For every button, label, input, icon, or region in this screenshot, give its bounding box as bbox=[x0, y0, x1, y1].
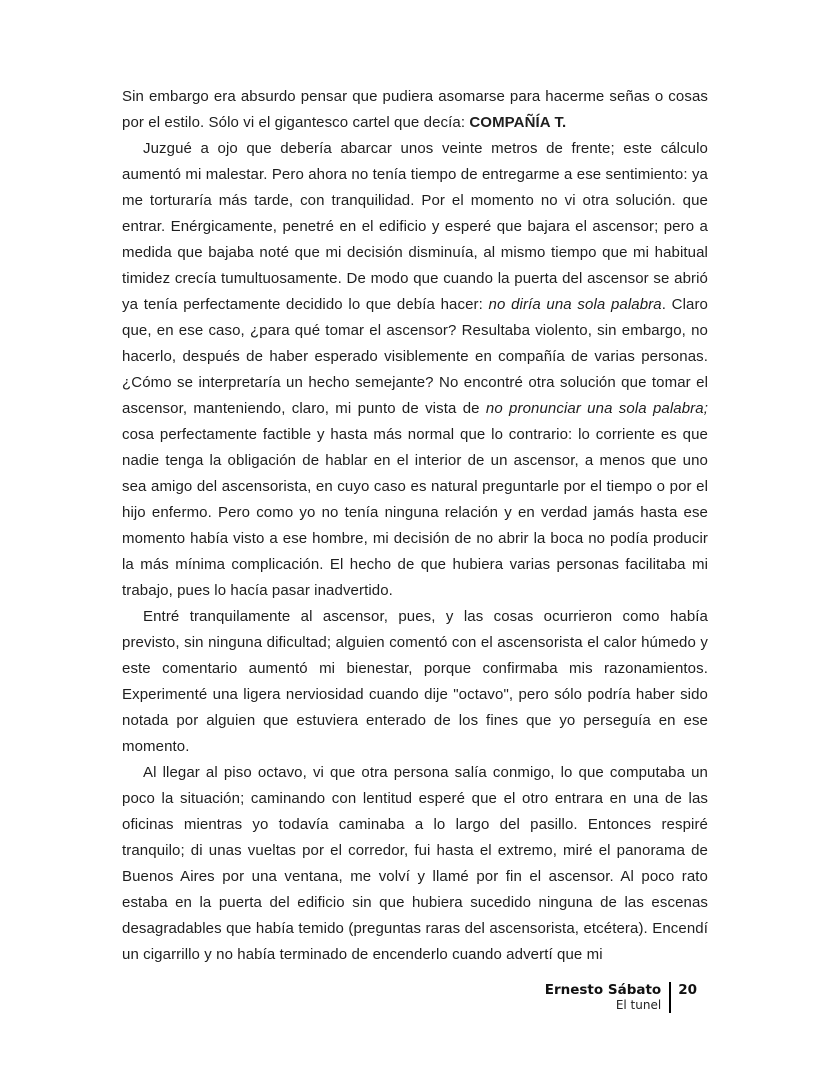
text-segment: Al llegar al piso octavo, vi que otra persona salía conmigo, lo que computaba un poco la situación; caminando con lentitud esperé que el otro entrara en una de las oficinas mientras yo todavía caminaba a lo largo del pasillo. Entonces respiré tranquilo; di unas vueltas por el corredor, fui hasta el extremo, miré el panorama de Buenos Aires por una ventana, me volví y llamé por fin el ascensor. Al poco rato estaba en la puerta del edificio sin que hubiera sucedido ninguna de las escenas desagradables que había temido (preguntas raras del ascensorista, etcétera). Encendí un cigarrillo y no había terminado de encenderlo cuando advertí que mi bbox=[122, 764, 708, 963]
bold-text-segment: COMPAÑÍA T. bbox=[469, 114, 567, 131]
text-segment: Juzgué a ojo que debería abarcar unos veinte metros de frente; este cálculo aumentó mi malestar. Pero ahora no tenía tiempo de entregarme a ese sentimiento: ya me torturaría más tarde, con tranquilidad. Por el momento no vi otra solución. que entrar. Enérgicamente, penetré en el edificio y esperé que bajara el ascensor; pero a medida que bajaba noté que mi decisión disminuía, al mismo tiempo que mi habitual timidez crecía tumultuosamente. De modo que cuando la puerta del ascensor se abrió ya tenía perfectamente decidido lo que debía hacer: bbox=[122, 140, 708, 313]
text-segment: Sin embargo era absurdo pensar que pudiera asomarse para hacerme señas o cosas por el estilo. Sólo vi el gigantesco cartel que decía: bbox=[122, 88, 708, 131]
text-segment: cosa perfectamente factible y hasta más normal que lo contrario: lo corriente es que nadie tenga la obligación de hablar en el interior de un ascensor, a menos que uno sea amigo del ascensorista, en cuyo caso es natural preguntarle por el tiempo o por el hijo enfermo. Pero como yo no tenía ninguna relación y en verdad jamás hasta ese momento había visto a ese hombre, mi decisión de no abrir la boca no podía producir la más mínima complicación. El hecho de que hubiera varias personas facilitaba mi trabajo, pues lo hacía pasar inadvertido. bbox=[122, 426, 708, 599]
footer-divider bbox=[669, 982, 671, 1013]
italic-text-segment: no pronunciar una sola palabra; bbox=[485, 400, 708, 417]
paragraph bbox=[122, 760, 708, 968]
text-segment: Entré tranquilamente al ascensor, pues, y las cosas ocurrieron como había previsto, sin ninguna dificultad; alguien comentó con el ascensorista el calor húmedo y este comentario aumentó mi bienestar, porque confirmaba mis razonamientos. Experimenté una ligera nerviosidad cuando dije "octavo", pero sólo podría haber sido notada por alguien que estuviera enterado de los fines que yo perseguía en ese momento. bbox=[122, 608, 708, 755]
footer-book-title: El tunel bbox=[615, 998, 662, 1012]
footer-author: Ernesto Sábato bbox=[544, 982, 662, 998]
footer-author-block bbox=[545, 982, 661, 1012]
text-segment: . Claro que, en ese caso, ¿para qué tomar el ascensor? Resultaba violento, sin embargo, no hacerlo, después de haber esperado visiblemente en compañía de varias personas. ¿Cómo se interpretaría un hecho semejante? No encontré otra solución que tomar el ascensor, manteniendo, claro, mi punto de vista de bbox=[122, 296, 708, 417]
paragraph bbox=[122, 84, 708, 136]
page-footer bbox=[545, 982, 697, 1013]
page-body-text bbox=[122, 84, 708, 968]
paragraph bbox=[122, 136, 708, 604]
italic-text-segment: no diría una sola palabra bbox=[488, 296, 662, 313]
paragraph bbox=[122, 604, 708, 760]
footer-page-number: 20 bbox=[678, 982, 697, 998]
